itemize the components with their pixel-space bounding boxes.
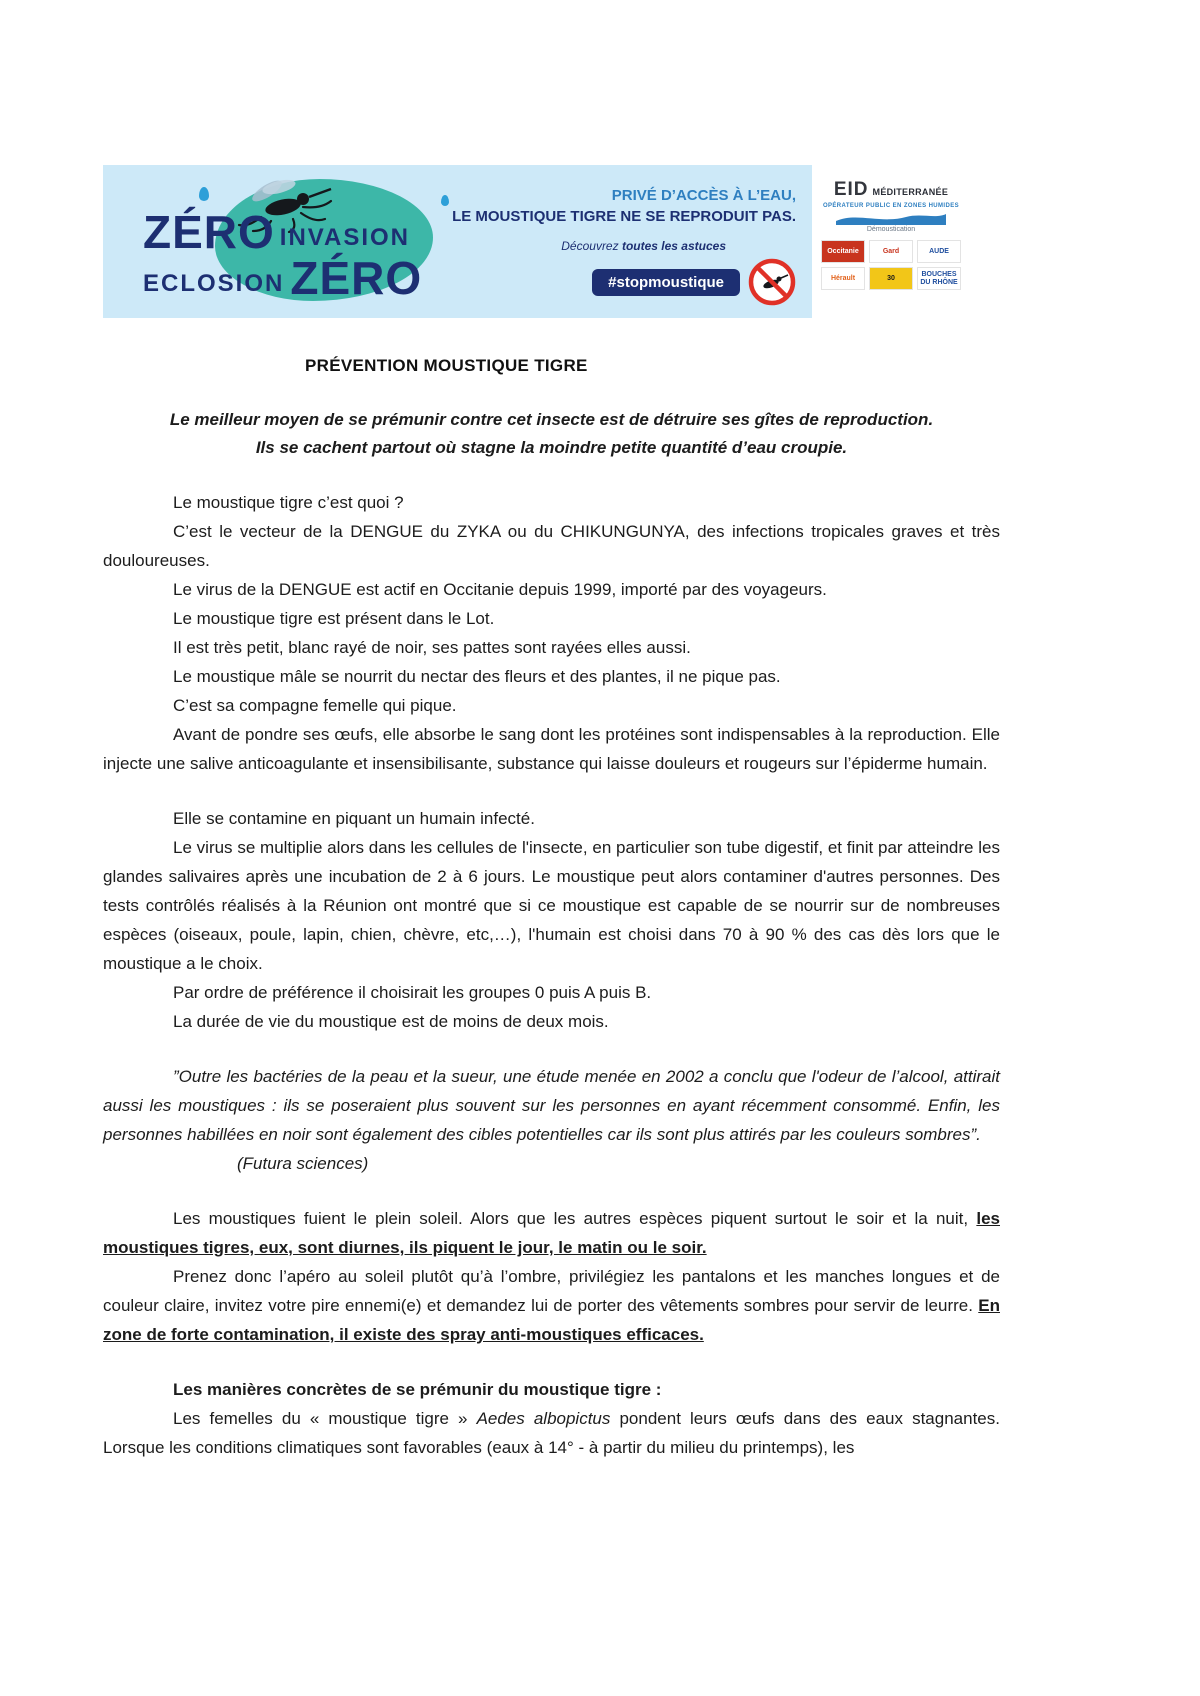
- zero-text: ZÉRO: [290, 252, 423, 304]
- paragraph: [103, 662, 1000, 691]
- eid-subtitle: OPÉRATEUR PUBLIC EN ZONES HUMIDES: [822, 203, 960, 209]
- text-segment: Elle se contamine en piquant un humain infecté.: [173, 809, 535, 828]
- no-mosquito-icon: [748, 258, 796, 306]
- intro-line-2: Ils se cachent partout où stagne la moindre petite quantité d’eau croupie.: [255, 438, 848, 457]
- invasion-text: INVASION: [279, 224, 411, 251]
- cta-bold: toutes les astuces: [621, 239, 726, 253]
- text-segment: Le virus de la DENGUE est actif en Occitanie depuis 1999, importé par des voyageurs.: [173, 580, 827, 599]
- text-segment: C’est sa compagne femelle qui pique.: [173, 696, 457, 715]
- partner-logos: [818, 240, 964, 290]
- page-title: PRÉVENTION MOUSTIQUE TIGRE: [305, 356, 588, 375]
- partner-logo: AUDE: [917, 240, 961, 263]
- intro-statement: [103, 406, 1000, 462]
- text-segment: Le virus se multiplie alors dans les cellules de l'insecte, en particulier son tube digestif, et finit par atteindre les glandes salivaires après une incubation de 2 à 6 jours. Le moustique peut alors contaminer d'autres personnes. Des tests contrôlés réalisés à la Réunion ont montré que si ce moustique est capable de se nourrir sur de nombreuses espèces (oiseaux, poule, lapin, chien, chèvre, etc,…), l'humain est choisi dans 70 à 90 % des cas dès lors que le moustique a le choix.: [103, 838, 1000, 973]
- hashtag-row: [452, 258, 796, 306]
- text-segment: Par ordre de préférence il choisirait les groupes 0 puis A puis B.: [173, 983, 652, 1002]
- paragraph: [103, 1404, 1000, 1462]
- eclosion-text: ECLOSION: [143, 270, 285, 297]
- text-segment: La durée de vie du moustique est de moins de deux mois.: [173, 1012, 609, 1031]
- banner-tagline: [452, 187, 796, 306]
- text-segment: En zone de forte contamination, il existe des spray anti-moustiques efficaces.: [103, 1296, 1000, 1344]
- paragraph: [103, 517, 1000, 575]
- paragraph: [103, 804, 1000, 833]
- paragraph: [103, 978, 1000, 1007]
- paragraph: [103, 575, 1000, 604]
- cta-text: [452, 239, 726, 253]
- partner-logo: Gard: [869, 240, 913, 263]
- paragraph: [103, 833, 1000, 978]
- partner-logo: 30: [869, 267, 913, 290]
- text-segment: Prenez donc l’apéro au soleil plutôt qu’à l’ombre, privilégiez les pantalons et les manches longues et de couleur claire, invitez votre pire ennemi(e) et demandez lui de porter des vêtements sombres pour servir de leurre.: [103, 1267, 1000, 1315]
- eid-service-text: Démoustication: [866, 226, 916, 233]
- intro-line-1: Le meilleur moyen de se prémunir contre cet insecte est de détruire ses gîtes de reproduction.: [169, 410, 934, 429]
- eid-region-text: MÉDITERRANÉE: [872, 187, 949, 197]
- partner-logo: BOUCHES DU RHÔNE: [917, 267, 961, 290]
- paragraph: [103, 1375, 1000, 1404]
- text-segment: Le moustique tigre c’est quoi ?: [173, 493, 404, 512]
- paragraph: [103, 1007, 1000, 1036]
- paragraph: [103, 604, 1000, 633]
- zero-text: ZÉRO: [143, 206, 275, 258]
- text-segment: ”Outre les bactéries de la peau et la sueur, une étude menée en 2002 a conclu que l'odeur de l’alcool, attirait aussi les moustiques : ils se poseraient plus souvent sur les personnes en ayant récemment consommé. Enfin, les personnes habillées en noir sont également des cibles potentielles car ils sont plus attirés par les couleurs sombres”.: [103, 1067, 1000, 1144]
- water-drop-icon: [199, 187, 209, 201]
- text-segment: (Futura sciences): [237, 1154, 369, 1173]
- text-segment: pondent leurs œufs dans des eaux stagnantes. Lorsque les conditions climatiques sont favorables (eaux à 14° - à partir du milieu du printemps), les: [103, 1409, 1000, 1457]
- text-segment: Les manières concrètes de se prémunir du moustique tigre :: [173, 1380, 662, 1399]
- campaign-logo: [143, 206, 423, 304]
- eid-brand: [818, 179, 964, 201]
- text-segment: Avant de pondre ses œufs, elle absorbe le sang dont les protéines sont indispensables à la reproduction. Elle injecte une salive anticoagulante et insensibilisante, substance qui laisse douleurs et rougeurs sur l’épiderme humain.: [103, 725, 1000, 773]
- paragraph: [103, 488, 1000, 517]
- tagline-line-1: PRIVÉ D’ACCÈS À L’EAU,: [611, 187, 796, 204]
- document-content: [103, 356, 1000, 1462]
- wave-icon: [818, 211, 964, 225]
- text-segment: Le moustique tigre est présent dans le Lot.: [173, 609, 495, 628]
- paragraph: [103, 691, 1000, 720]
- banner-artwork: [103, 165, 812, 318]
- paragraph: [103, 1262, 1000, 1349]
- tagline-line-2: LE MOUSTIQUE TIGRE NE SE REPRODUIT PAS.: [452, 208, 796, 225]
- text-segment: Les femelles du « moustique tigre »: [173, 1409, 477, 1428]
- partner-logo: Hérault: [821, 267, 865, 290]
- eid-logo-block: [812, 165, 970, 318]
- text-segment: C’est le vecteur de la DENGUE du ZYKA ou du CHIKUNGUNYA, des infections tropicales graves et très douloureuses.: [103, 522, 1000, 570]
- eid-logo-text: EID: [833, 179, 869, 200]
- campaign-banner: [103, 165, 970, 318]
- cta-prefix: Découvrez: [561, 239, 622, 253]
- document-body: [103, 488, 1000, 1462]
- text-segment: Le moustique mâle se nourrit du nectar des fleurs et des plantes, il ne pique pas.: [173, 667, 781, 686]
- partner-logo: Occitanie: [821, 240, 865, 263]
- paragraph: [103, 633, 1000, 662]
- water-drop-icon: [441, 195, 449, 206]
- text-segment: Aedes albopictus: [476, 1409, 611, 1428]
- paragraph: [103, 720, 1000, 778]
- text-segment: les moustiques tigres, eux, sont diurnes, ils piquent le jour, le matin ou le soir.: [103, 1209, 1000, 1257]
- text-segment: Les moustiques fuient le plein soleil. Alors que les autres espèces piquent surtout le soir et la nuit,: [173, 1209, 977, 1228]
- text-segment: Il est très petit, blanc rayé de noir, ses pattes sont rayées elles aussi.: [173, 638, 691, 657]
- paragraph: [103, 1149, 1000, 1178]
- paragraph: [103, 1204, 1000, 1262]
- paragraph: [103, 1062, 1000, 1149]
- hashtag-badge: #stopmoustique: [592, 269, 740, 296]
